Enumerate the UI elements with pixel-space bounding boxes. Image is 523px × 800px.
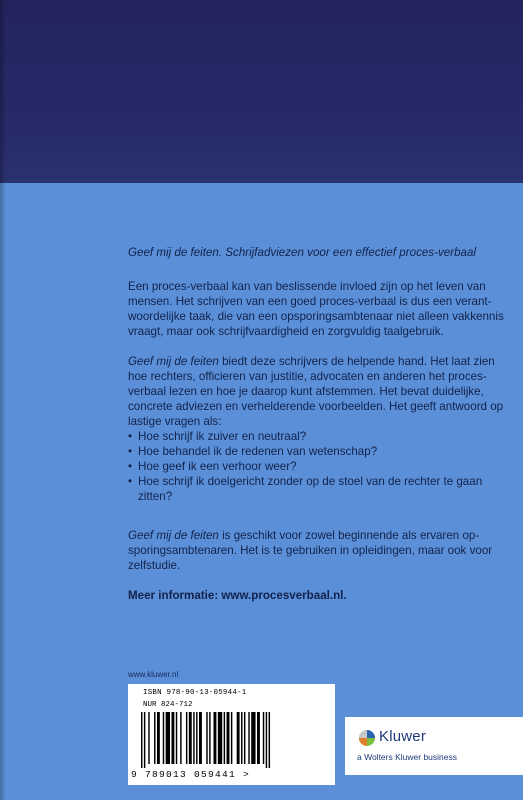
- list-item: • Hoe schrijf ik zuiver en neutraal?: [128, 429, 508, 444]
- dark-top-band: [0, 0, 523, 183]
- publisher-logo-panel: [345, 717, 523, 775]
- isbn-text: ISBN 978-90-13-05944-1: [143, 689, 247, 697]
- kluwer-logo-icon: [359, 730, 375, 746]
- book-title-inline: Geef mij de feiten: [128, 355, 219, 368]
- barcode-panel: [128, 684, 335, 785]
- question-list: [128, 429, 508, 504]
- list-item: • Hoe schrijf ik doelgericht zonder op de stoel van de rechter te gaan zitten?: [128, 474, 508, 504]
- spine-shadow: [0, 0, 6, 800]
- book-title-inline: Geef mij de feiten: [128, 529, 219, 542]
- list-item: • Hoe geef ik een verhoor weer?: [128, 459, 508, 474]
- publisher-tagline: a Wolters Kluwer business: [357, 752, 457, 762]
- description-text: biedt deze schrijvers de helpende hand. Het laat zien hoe rechters, officieren van justitie, advocaten en anderen het procesverbaal lezen en hoe je daarop kunt afstemmen. Het bevat duidelijke, concrete adviezen en verhelderende voorbeelden. Het geeft antwoord op lastige vragen als:: [128, 355, 504, 428]
- description-paragraph: [128, 354, 508, 429]
- publisher-name: Kluwer: [379, 728, 427, 745]
- tagline: Geef mij de feiten. Schrijfadviezen voor een effectief proces-verbaal: [128, 246, 476, 259]
- nur-text: NUR 824-712: [143, 701, 193, 709]
- back-cover-text: [128, 245, 508, 603]
- barcode-digits: 9 789013 059441 >: [131, 769, 251, 780]
- list-item: • Hoe behandel ik de redenen van wetenschap?: [128, 444, 508, 459]
- publisher-website: www.kluwer.nl: [128, 670, 179, 679]
- more-info: Meer informatie: www.procesverbaal.nl.: [128, 589, 347, 602]
- audience-text: is geschikt voor zowel beginnende als ervaren opsporingsambtenaren. Het is te gebruiken in opleidingen, maar ook voor zelfstudie.: [128, 529, 493, 572]
- intro-paragraph: Een proces-verbaal kan van beslissende invloed zijn op het leven van mensen. Het schrijven van een goed proces-verbaal is dus een verantwoordelijke taak, die van een opsporingsambtenaar niet alleen vakkennis vraagt, maar ook schrijfvaardigheid en zorgvuldig taalgebruik.: [128, 280, 504, 338]
- barcode-icon: [141, 712, 323, 768]
- audience-paragraph: [128, 528, 508, 573]
